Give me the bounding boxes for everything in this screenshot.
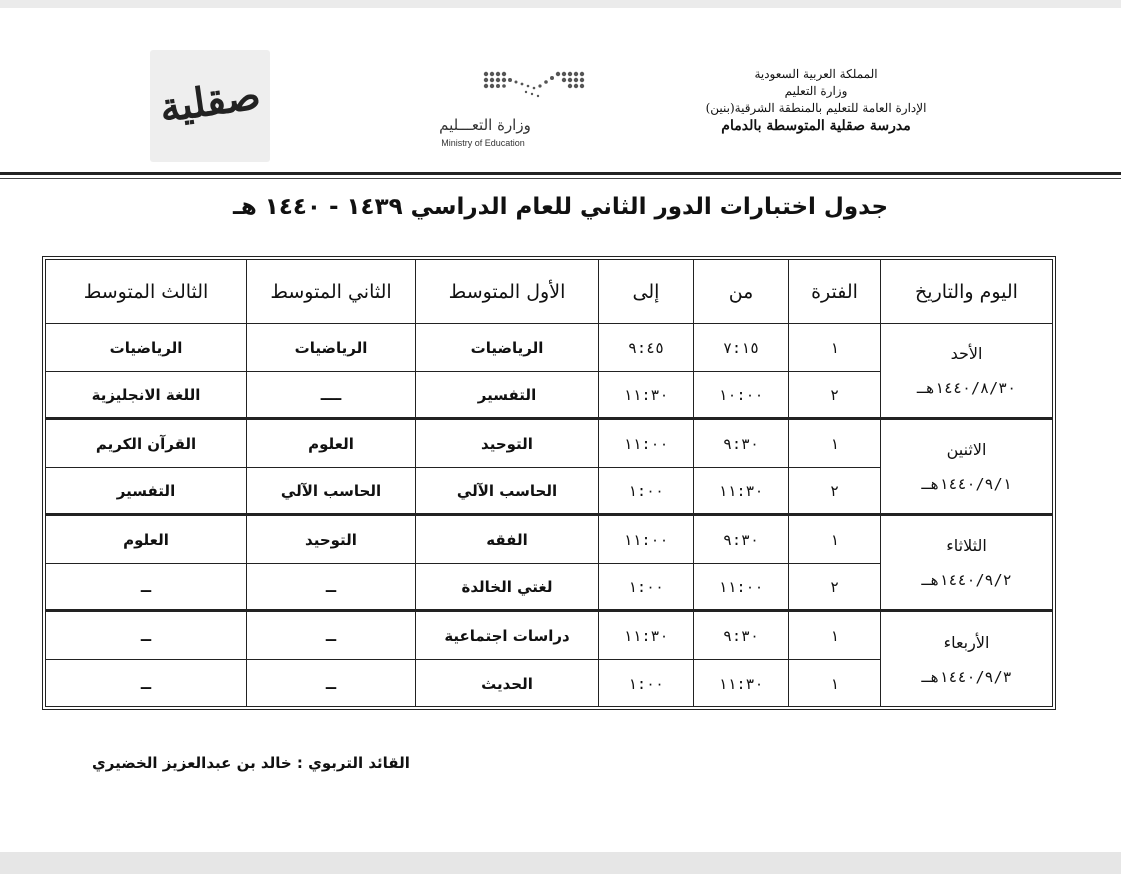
header-right-block [666,66,966,135]
table-cell-grade-1: الفقه [415,516,598,564]
day-cell-monday [880,420,1052,516]
table-cell-grade-2: التوحيد [246,516,415,564]
header-cell-period: الفترة [788,260,880,324]
table-cell-grade-3: اللغة الانجليزية [46,372,246,420]
table-cell-period: ١ [788,324,880,372]
table-cell-to: ١١:٠٠ [598,516,693,564]
day-name: الاثنين [946,439,987,459]
table-cell-to: ١١:٣٠ [598,612,693,660]
day-name: الأربعاء [943,632,990,652]
table-cell-from: ٩:٣٠ [693,516,788,564]
table-cell-to: ١:٠٠ [598,660,693,707]
day-date: ١٤٤٠/٨/٣٠هـ [916,378,1017,397]
signature-line: القائد التربوي : خالد بن عبدالعزيز الخضيري [92,754,410,772]
header-cell-from: من [693,260,788,324]
table-cell-grade-2: الحاسب الآلي [246,468,415,516]
table-cell-period: ٢ [788,564,880,612]
header-country: المملكة العربية السعودية [754,67,878,81]
table-cell-grade-1: الحديث [415,660,598,707]
table-cell-period: ١ [788,420,880,468]
header-cell-grade-2: الثاني المتوسط [246,260,415,324]
day-cell-sunday [880,324,1052,420]
day-name: الأحد [950,343,983,363]
header-cell-to: إلى [598,260,693,324]
ministry-name-english: Ministry of Education [441,138,525,148]
table-cell-period: ٢ [788,372,880,420]
table-cell-grade-1: لغتي الخالدة [415,564,598,612]
table-cell-period: ١ [788,612,880,660]
header-cell-grade-3: الثالث المتوسط [46,260,246,324]
table-cell-grade-3: ــ [46,564,246,612]
table-cell-grade-3: ــ [46,612,246,660]
header-directorate: الإدارة العامة للتعليم بالمنطقة الشرقية(بنين) [705,101,927,115]
schedule-title: جدول اختبارات الدور الثاني للعام الدراسي ١٤٣٩ - ١٤٤٠ هـ [232,194,889,220]
table-cell-from: ١١:٠٠ [693,564,788,612]
table-cell-from: ١٠:٠٠ [693,372,788,420]
day-cell-wednesday [880,612,1052,707]
table-cell-grade-2: العلوم [246,420,415,468]
table-cell-from: ١١:٣٠ [693,468,788,516]
table-cell-from: ٩:٣٠ [693,612,788,660]
table-cell-grade-3: القرآن الكريم [46,420,246,468]
table-cell-grade-1: التوحيد [415,420,598,468]
table-cell-to: ١:٠٠ [598,564,693,612]
table-cell-period: ١ [788,516,880,564]
header-school-name: مدرسة صقلية المتوسطة بالدمام [721,118,911,134]
document-page [0,8,1121,852]
header-cell-day-date: اليوم والتاريخ [880,260,1052,324]
table-cell-grade-2: الرياضيات [246,324,415,372]
table-cell-to: ٩:٤٥ [598,324,693,372]
bottom-frame [0,852,1121,874]
table-cell-grade-2: ــ [246,564,415,612]
day-cell-tuesday [880,516,1052,612]
school-logo-text: صقلية [156,71,264,132]
table-cell-to: ١١:٣٠ [598,372,693,420]
header-cell-grade-1: الأول المتوسط [415,260,598,324]
table-cell-from: ١١:٣٠ [693,660,788,707]
exam-schedule-table [42,256,1056,710]
table-cell-period: ٢ [788,468,880,516]
table-cell-grade-1: دراسات اجتماعية [415,612,598,660]
table-cell-grade-2: ــ [246,612,415,660]
day-name: الثلاثاء [946,535,987,555]
ministry-name-arabic: وزارة التعـــليم [439,116,531,134]
day-date: ١٤٤٠/٩/٢هـ [921,570,1012,589]
table-cell-to: ١:٠٠ [598,468,693,516]
table-cell-grade-1: الحاسب الآلي [415,468,598,516]
table-cell-to: ١١:٠٠ [598,420,693,468]
table-cell-grade-2: ــــ [246,372,415,420]
table-cell-from: ٩:٣٠ [693,420,788,468]
table-cell-grade-2: ــ [246,660,415,707]
table-cell-grade-3: التفسير [46,468,246,516]
header-ministry: وزارة التعليم [784,84,848,98]
table-cell-grade-3: العلوم [46,516,246,564]
table-cell-grade-3: الرياضيات [46,324,246,372]
table-cell-period: ١ [788,660,880,707]
day-date: ١٤٤٠/٩/١هـ [921,474,1012,493]
table-cell-from: ٧:١٥ [693,324,788,372]
table-cell-grade-1: التفسير [415,372,598,420]
header-divider-thick [0,172,1121,175]
day-date: ١٤٤٠/٩/٣هـ [921,667,1012,686]
table-cell-grade-1: الرياضيات [415,324,598,372]
table-cell-grade-3: ــ [140,674,152,693]
header-divider-thin [0,178,1121,179]
